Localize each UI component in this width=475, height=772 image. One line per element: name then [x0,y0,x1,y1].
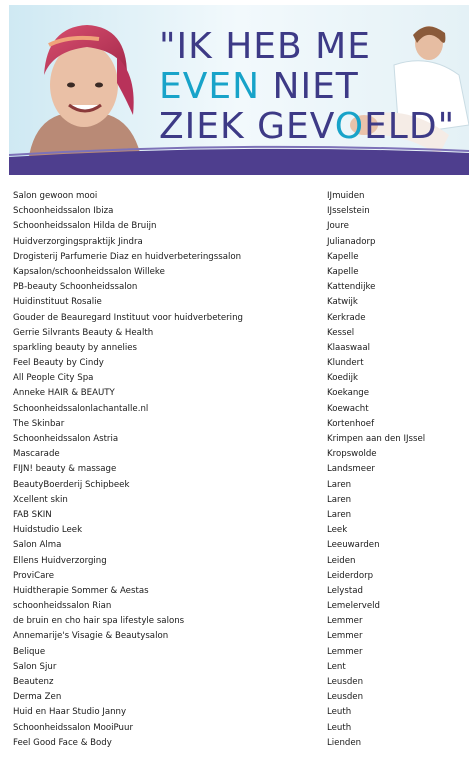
salon-city: Klundert [327,358,364,369]
salon-row [13,311,463,326]
salon-name: Anneke HAIR & BEAUTY [13,388,115,399]
salon-row [13,447,463,462]
salon-city: Kattendijke [327,282,376,293]
salon-city: Lemmer [327,631,363,642]
quote-line-3 [159,106,456,147]
salon-city: Leiden [327,555,356,566]
salon-row [13,508,463,523]
salon-name: Mascarade [13,449,60,460]
salon-name: Feel Beauty by Cindy [13,358,104,369]
salon-name: The Skinbar [13,418,65,429]
banner-quote [159,26,456,147]
salon-row [13,386,463,401]
salon-row [13,721,463,736]
salon-city: Katwijk [327,297,358,308]
salon-city: Laren [327,479,352,490]
salon-name: Huidverzorgingspraktijk Jindra [13,236,143,247]
salon-name: FIJN! beauty & massage [13,464,117,475]
salon-row [13,599,463,614]
salon-row [13,705,463,720]
salon-row [13,462,463,477]
salon-row [13,250,463,265]
salon-name: Derma Zen [13,692,62,703]
salon-row [13,569,463,584]
salon-name: FAB SKIN [13,509,52,520]
salon-row [13,538,463,553]
salon-name: All People City Spa [13,373,94,384]
salon-name: Schoonheidssalon Ibiza [13,206,114,217]
salon-city: Kapelle [327,251,359,262]
salon-city: Krimpen aan den IJssel [327,434,426,444]
salon-row [13,235,463,250]
salon-row [13,356,463,371]
salon-name: Annemarije's Visagie & Beautysalon [13,631,169,642]
quote-word-eld: ELD" [364,106,456,147]
salon-row [13,736,463,751]
salon-row [13,265,463,280]
salon-row [13,660,463,675]
quote-line-1: "IK HEB ME [159,26,371,67]
salon-city: Julianadorp [327,236,376,247]
salon-city: Leiderdorp [327,570,374,581]
salon-city: Lienden [327,737,362,748]
salon-city: Leusden [327,677,364,687]
salon-row [13,417,463,432]
salon-name: Huidinstituut Rosalie [13,297,102,308]
salon-name: Huidstudio Leek [13,525,83,536]
salon-city: Landsmeer [327,464,375,475]
salon-name: Schoonheidssalonlachantalle.nl [13,403,149,414]
salon-row [13,690,463,705]
quote-word-ziek-gev: ZIEK GEV [159,106,335,147]
salon-row [13,341,463,356]
salon-row [13,493,463,508]
salon-city: Kessel [327,327,355,338]
salon-name: Gerrie Silvrants Beauty & Health [13,327,154,338]
salon-city: Koekange [327,388,370,399]
salon-row [13,326,463,341]
salon-row [13,523,463,538]
salon-city: Kortenhoef [327,418,375,429]
salon-name: Gouder de Beauregard Instituut voor huidverbetering [13,312,243,323]
salon-row [13,219,463,234]
salon-row [13,584,463,599]
salon-city: Lemmer [327,616,363,627]
salon-city: Laren [327,494,352,505]
salon-city: IJsselstein [327,206,370,217]
salon-city: Laren [327,509,352,520]
salon-city: Leusden [327,692,364,703]
salon-name: Schoonheidssalon MooiPuur [13,722,133,733]
salon-city: Lemmer [327,646,363,657]
salon-row [13,675,463,690]
salon-name: Kapsalon/schoonheidssalon Willeke [13,266,165,277]
salon-city: Kropswolde [327,449,377,460]
salon-row [13,402,463,417]
salon-row [13,204,463,219]
salon-city: Lelystad [327,585,363,596]
quote-letter-o: O [334,106,365,147]
salon-city: Koewacht [327,403,369,414]
salon-row [13,189,463,204]
salon-list [13,189,463,751]
salon-row [13,629,463,644]
salon-name: Drogisterij Parfumerie Diaz en huidverbeteringssalon [13,251,242,262]
campaign-banner [9,5,469,175]
quote-word-niet: NIET [272,66,359,107]
salon-name: Salon Alma [13,540,62,551]
quote-word-even: EVEN [159,66,261,107]
salon-name: Huid en Haar Studio Janny [13,707,127,718]
salon-row [13,478,463,493]
salon-city: Leek [327,525,348,536]
salon-name: Beautenz [13,677,54,687]
salon-city: Lemelerveld [327,601,381,612]
salon-name: BeautyBoerderij Schipbeek [13,479,130,490]
salon-name: Feel Good Face & Body [13,737,112,748]
salon-name: Salon gewoon mooi [13,191,98,201]
salon-row [13,280,463,295]
salon-city: Kapelle [327,266,359,277]
salon-city: IJmuiden [327,191,365,201]
quote-line-2 [159,67,389,107]
salon-name: ProviCare [13,570,55,581]
salon-name: schoonheidssalon Rian [13,601,112,612]
salon-name: Huidtherapie Sommer & Aestas [13,585,149,596]
salon-row [13,614,463,629]
salon-city: Leuth [327,722,352,733]
salon-row [13,295,463,310]
salon-row [13,645,463,660]
salon-row [13,432,463,447]
salon-city: Kerkrade [327,312,366,323]
salon-city: Leuth [327,707,352,718]
salon-name: de bruin en cho hair spa lifestyle salons [13,616,185,627]
salon-name: PB-beauty Schoonheidssalon [13,282,138,293]
salon-city: Klaaswaal [327,342,370,353]
salon-name: Xcellent skin [13,494,68,505]
salon-city: Joure [327,221,349,232]
salon-city: Koedijk [327,373,358,384]
salon-row [13,554,463,569]
salon-city: Lent [327,661,346,672]
salon-city: Leeuwarden [327,540,380,551]
salon-name: Schoonheidssalon Astria [13,434,119,444]
salon-row [13,371,463,386]
salon-name: Belique [13,646,46,657]
salon-name: sparkling beauty by annelies [13,342,138,353]
salon-name: Salon Sjur [13,661,57,672]
salon-name: Schoonheidssalon Hilda de Bruijn [13,221,157,232]
salon-name: Ellens Huidverzorging [13,555,107,566]
